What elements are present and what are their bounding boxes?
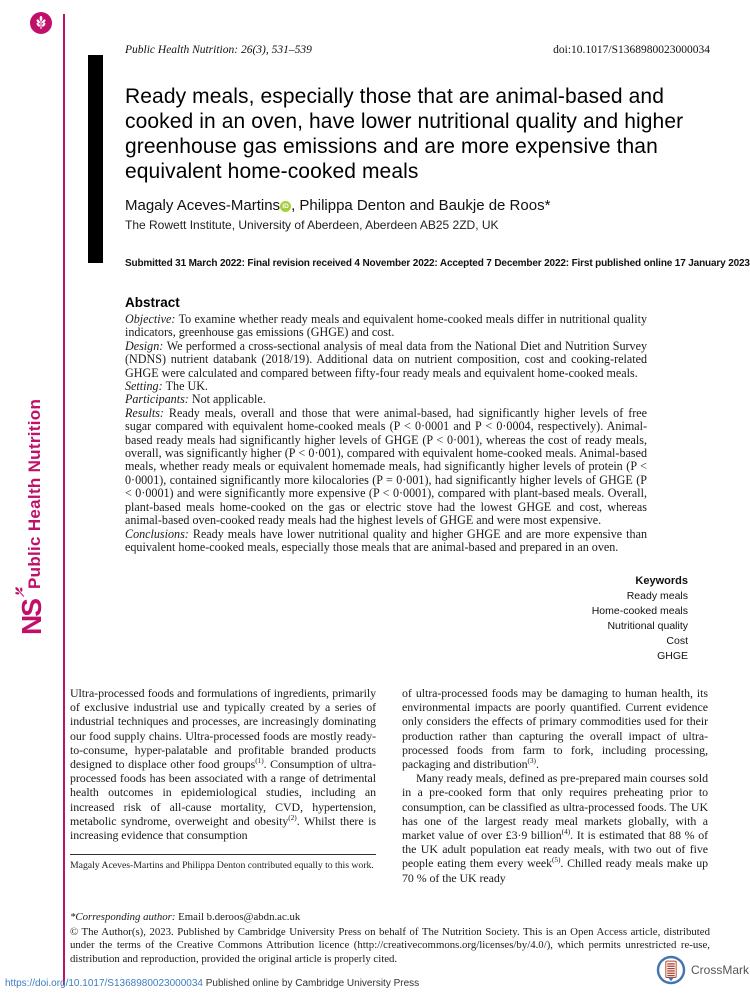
journal-wheat-logo [30, 12, 52, 34]
citation-marker: (4) [561, 827, 571, 837]
wheat-icon [33, 15, 49, 31]
abstract-section-design: Design: We performed a cross-sectional analysis of meal data from the National Diet and Nutrition Survey (NDNS) nutrient databank (2018/19). Additional data on nutrient composition, cost and cooking-related GHGE were calculated and compared between fifty-four ready meals and equivalent home-cooked meals. [125, 338, 648, 380]
citation-marker: (2) [288, 812, 297, 822]
keywords-heading: Keywords [635, 575, 688, 587]
abstract-section-participants: Participants: Not applicable. [125, 392, 266, 407]
bottom-publication-bar [5, 978, 419, 989]
title-black-bar [88, 55, 103, 263]
bottom-doi-link[interactable]: https://doi.org/10.1017/S1368980023000034 [5, 978, 203, 989]
abstract-section-conclusions: Conclusions: Ready meals have lower nutritional quality and higher GHGE and are more expensive than equivalent home-cooked meals, especially those meals that are animal-based and prepared in an oven. [125, 526, 647, 554]
journal-vertical-title: Public Health Nutrition [25, 398, 44, 590]
citation-marker: (1) [255, 756, 264, 766]
citation-marker: (3) [527, 756, 536, 766]
submission-history: Submitted 31 March 2022: Final revision received 4 November 2022: Accepted 7 December 2022: First published online 17 January 2023 [125, 258, 750, 269]
authors-line [125, 197, 550, 214]
crossmark-badge[interactable] [656, 955, 749, 985]
abstract-section-setting: Setting: The UK. [125, 379, 208, 394]
authors-rest: , Philippa Denton and Baukje de Roos* [291, 197, 551, 214]
keywords-list [592, 589, 688, 664]
doi-text: doi:10.1017/S1368980023000034 [553, 44, 710, 56]
keyword-item: Nutritional quality [607, 620, 688, 632]
equal-contribution-footnote: Magaly Aceves-Martins and Philippa Denton contributed equally to this work. [70, 860, 374, 872]
body-paragraph: Ultra-processed foods and formulations of ingredients, primarily of exclusive industrial use and typically created by a series of industrial techniques and processes, are increasingly dominating our food supply chains. Ultra-processed foods are mostly ready-to-consume, hyper-palatable and profitable branded products designed to displace other food groups$^{(1)}$. Consumption of ultra-processed foods has been associated with a range of detrimental health outcomes in epidemiological studies, including an increased risk of all-cause mortality, CVD, hypertension, metabolic syndrome, overweight and obesity$^{(2)}$. Whilst there is increasing evidence that consumption [70, 686, 376, 843]
page-title: Ready meals, especially those that are animal-based and cooked in an oven, have lower nutritional quality and higher greenhouse gas emissions and are more expensive than equivalent home-cooked meals [125, 85, 684, 183]
keyword-item: Home-cooked meals [591, 605, 688, 617]
crossmark-label: CrossMark [691, 963, 750, 977]
citation-marker: (5) [551, 855, 561, 865]
nutrition-society-logo: NS [16, 600, 47, 636]
abstract-heading: Abstract [125, 295, 180, 310]
sidebar-divider-line [63, 14, 65, 985]
abstract-section-objective: Objective: To examine whether ready meals and equivalent home-cooked meals differ in nutritional quality indicators, greenhouse gas emissions (GHGE) and cost. [125, 312, 647, 340]
body-columns [70, 686, 708, 885]
abstract-body [125, 313, 647, 554]
footnote-rule [70, 854, 376, 855]
left-column-text [70, 686, 376, 842]
abstract-section-results: Results: Ready meals, overall and those that were animal-based, had significantly higher levels of free sugar compared with equivalent home-cooked meals (P < 0·0001 and P < 0·0004, respectively). Animal-based ready meals had significantly higher levels of GHGE (P < 0·001), whereas the cost of ready meals, overall, was significantly higher (P < 0·001), compared with equivalent home-cooked meals. Animal-based meals, whether ready meals or equivalent homemade meals, had significantly higher levels of protein (P < 0·0001), contained significantly more kilocalories (P = 0·001), had significantly higher levels of GHGE (P < 0·0001) and were significantly more expensive (P < 0·0001), compared with plant-based meals. Overall, plant-based meals home-cooked on the gas or electric stove had the lowest GHGE and cost, whereas animal-based oven-cooked ready meals had the highest levels of GHGE and were most expensive. [125, 405, 647, 528]
copyright-notice: © The Author(s), 2023. Published by Cambridge University Press on behalf of The Nutrition Society. This is an Open Access article, distributed under the terms of the Creative Commons Attribution licence (http://creativecommons.org/licenses/by/4.0/), which permits unrestricted re-use, distribution and reproduction, provided the original article is properly cited. [70, 925, 710, 965]
crossmark-icon [656, 955, 686, 985]
right-column [402, 686, 708, 885]
keyword-item: Cost [666, 635, 688, 647]
right-column-text [402, 686, 708, 885]
corresponding-author-label: *Corresponding author: [70, 911, 176, 923]
keyword-item: GHGE [657, 650, 688, 662]
author-name: Magaly Aceves-Martins [125, 197, 281, 214]
body-paragraph: of ultra-processed foods may be damaging to human health, its environmental impacts are poorly quantified. Current evidence only considers the effects of primary commodities used for their production rather than capturing the overall impact of ultra-processed foods from farm to fork, including processing, packaging and distribution$^{(3)}$. [402, 686, 708, 772]
keyword-item: Ready meals [626, 590, 688, 602]
orcid-icon[interactable]: iD [280, 201, 291, 212]
journal-reference: Public Health Nutrition: 26(3), 531–539 [125, 44, 312, 56]
corresponding-author-line [70, 911, 710, 925]
footer-block [70, 911, 710, 966]
affiliation: The Rowett Institute, University of Aberdeen, Aberdeen AB25 2ZD, UK [125, 218, 499, 232]
bottom-publisher-text: Published online by Cambridge University Press [202, 978, 420, 989]
body-paragraph: Many ready meals, defined as pre-prepared main courses sold in a pre-cooked form that only requires preheating prior to consumption, can be classified as ultra-processed foods. The UK has one of the largest ready meal markets globally, with a market value of over £3·9 billion$^{(4)}$. It is estimated that 88 % of the UK adult population eat ready meals, with two out of five people eating them every week$^{(5)}$. Chilled ready meals make up 70 % of the UK ready [402, 771, 709, 885]
left-column [70, 686, 376, 885]
corresponding-author-email: Email b.deroos@abdn.ac.uk [175, 911, 301, 923]
keywords-block [592, 574, 688, 664]
